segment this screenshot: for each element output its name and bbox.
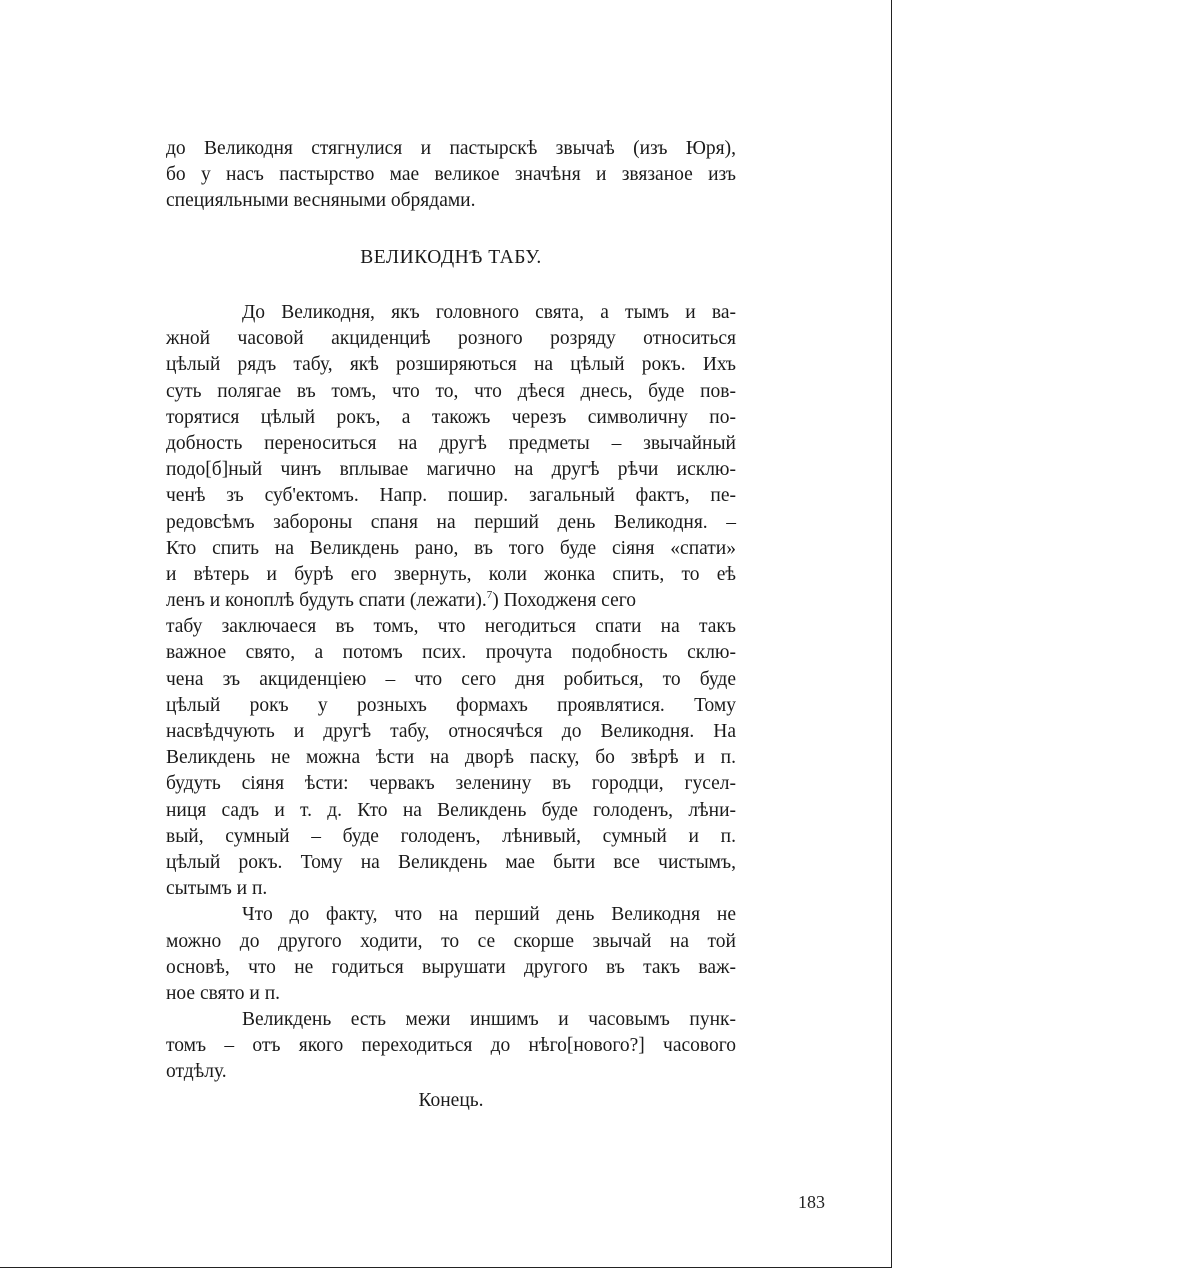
text-line: ное свято и п. xyxy=(166,982,281,1004)
text-line: табу заключаеся въ томъ, что негодиться спати на такъ xyxy=(166,616,736,638)
text-segment: ) Походженя сего xyxy=(492,590,636,612)
text-line: До Великодня, якъ головного свята, а тымъ и ва- xyxy=(242,302,736,323)
footnote-mark[interactable]: 7 xyxy=(486,589,493,602)
section-title: ВЕЛИКОДНѢ ТАБУ. xyxy=(360,247,542,268)
text-line: сытымъ и п. xyxy=(166,878,268,900)
text-line: Великдень есть межи иншимъ и часовымъ пунк- xyxy=(242,1009,736,1031)
text-line-with-footnote xyxy=(166,588,736,614)
text-line: ниця садъ и т. д. Кто на Великдень буде голоденъ, лѣни- xyxy=(166,799,736,821)
text-line: Что до факту, что на перший день Великодня не xyxy=(242,904,736,926)
text-line: томъ – отъ якого переходиться до нѣго[нового?] часового xyxy=(166,1035,736,1057)
body-text xyxy=(166,136,736,215)
text-line: Кто спить на Великдень рано, въ того буде сіяня «спати» xyxy=(166,537,736,559)
text-line: до Великодня стягнулися и пастырскѣ звычаѣ (изъ Юря), xyxy=(166,138,736,159)
ending-text: Конець. xyxy=(418,1090,484,1111)
text-line: суть полягае въ томъ, что то, что дѣеся днесь, буде пов- xyxy=(166,380,736,402)
text-line: добность переноситься на другѣ предметы – звычайный xyxy=(166,432,736,454)
text-line: ченѣ зъ суб'ектомъ. Напр. пошир. загальный фактъ, пе- xyxy=(166,485,736,507)
text-segment: ленъ и коноплѣ будуть спати (лежати). xyxy=(166,590,487,612)
text-line: отдѣлу. xyxy=(166,1061,227,1083)
page-number: 183 xyxy=(798,1192,825,1212)
text-line: чена зъ акциденціею – что сего дня робиться, то буде xyxy=(166,668,736,690)
text-line: цѣлый рокъ у розныхъ формахъ проявлятися. Тому xyxy=(166,694,736,716)
text-line: торятися цѣлый рокъ, а такожъ черезъ символичну по- xyxy=(166,406,736,428)
text-line: бо у насъ пастырство мае великое значѣня и звязаное изъ xyxy=(166,164,736,186)
text-line: Великдень не можна ѣсти на дворѣ паску, бо звѣрѣ и п. xyxy=(166,747,736,769)
text-line: специяльными весняными обрядами. xyxy=(166,190,476,212)
text-line: вый, сумный – буде голоденъ, лѣнивый, сумный и п. xyxy=(166,825,736,847)
text-line: цѣлый рокъ. Тому на Великдень мае быти все чистымъ, xyxy=(166,851,736,873)
text-line: подо[б]ный чинъ вплывае магично на другѣ рѣчи исклю- xyxy=(166,459,736,481)
text-line: важное свято, а потомъ псих. прочута подобность склю- xyxy=(166,642,736,664)
text-line: будуть сіяня ѣсти: червакъ зеленину въ городци, гусел- xyxy=(166,773,736,795)
text-line: и вѣтерь и бурѣ его звернуть, коли жонка спить, то еѣ xyxy=(166,563,736,585)
text-line: можно до другого ходити, то се скорше звычай на той xyxy=(166,930,736,952)
text-line: редовсѣмъ забороны спаня на перший день Великодня. – xyxy=(166,511,736,533)
paragraph-1 xyxy=(166,300,736,1086)
text-line: основѣ, что не годиться вырушати другого въ такъ важ- xyxy=(166,956,736,978)
text-line: цѣлый рядъ табу, якѣ розширяються на цѣлый рокъ. Ихъ xyxy=(166,354,736,376)
text-line: насвѣдчують и другѣ табу, относячѣся до Великодня. На xyxy=(166,721,736,742)
text-line: жной часовой акциденциѣ розного розряду относиться xyxy=(166,328,736,350)
